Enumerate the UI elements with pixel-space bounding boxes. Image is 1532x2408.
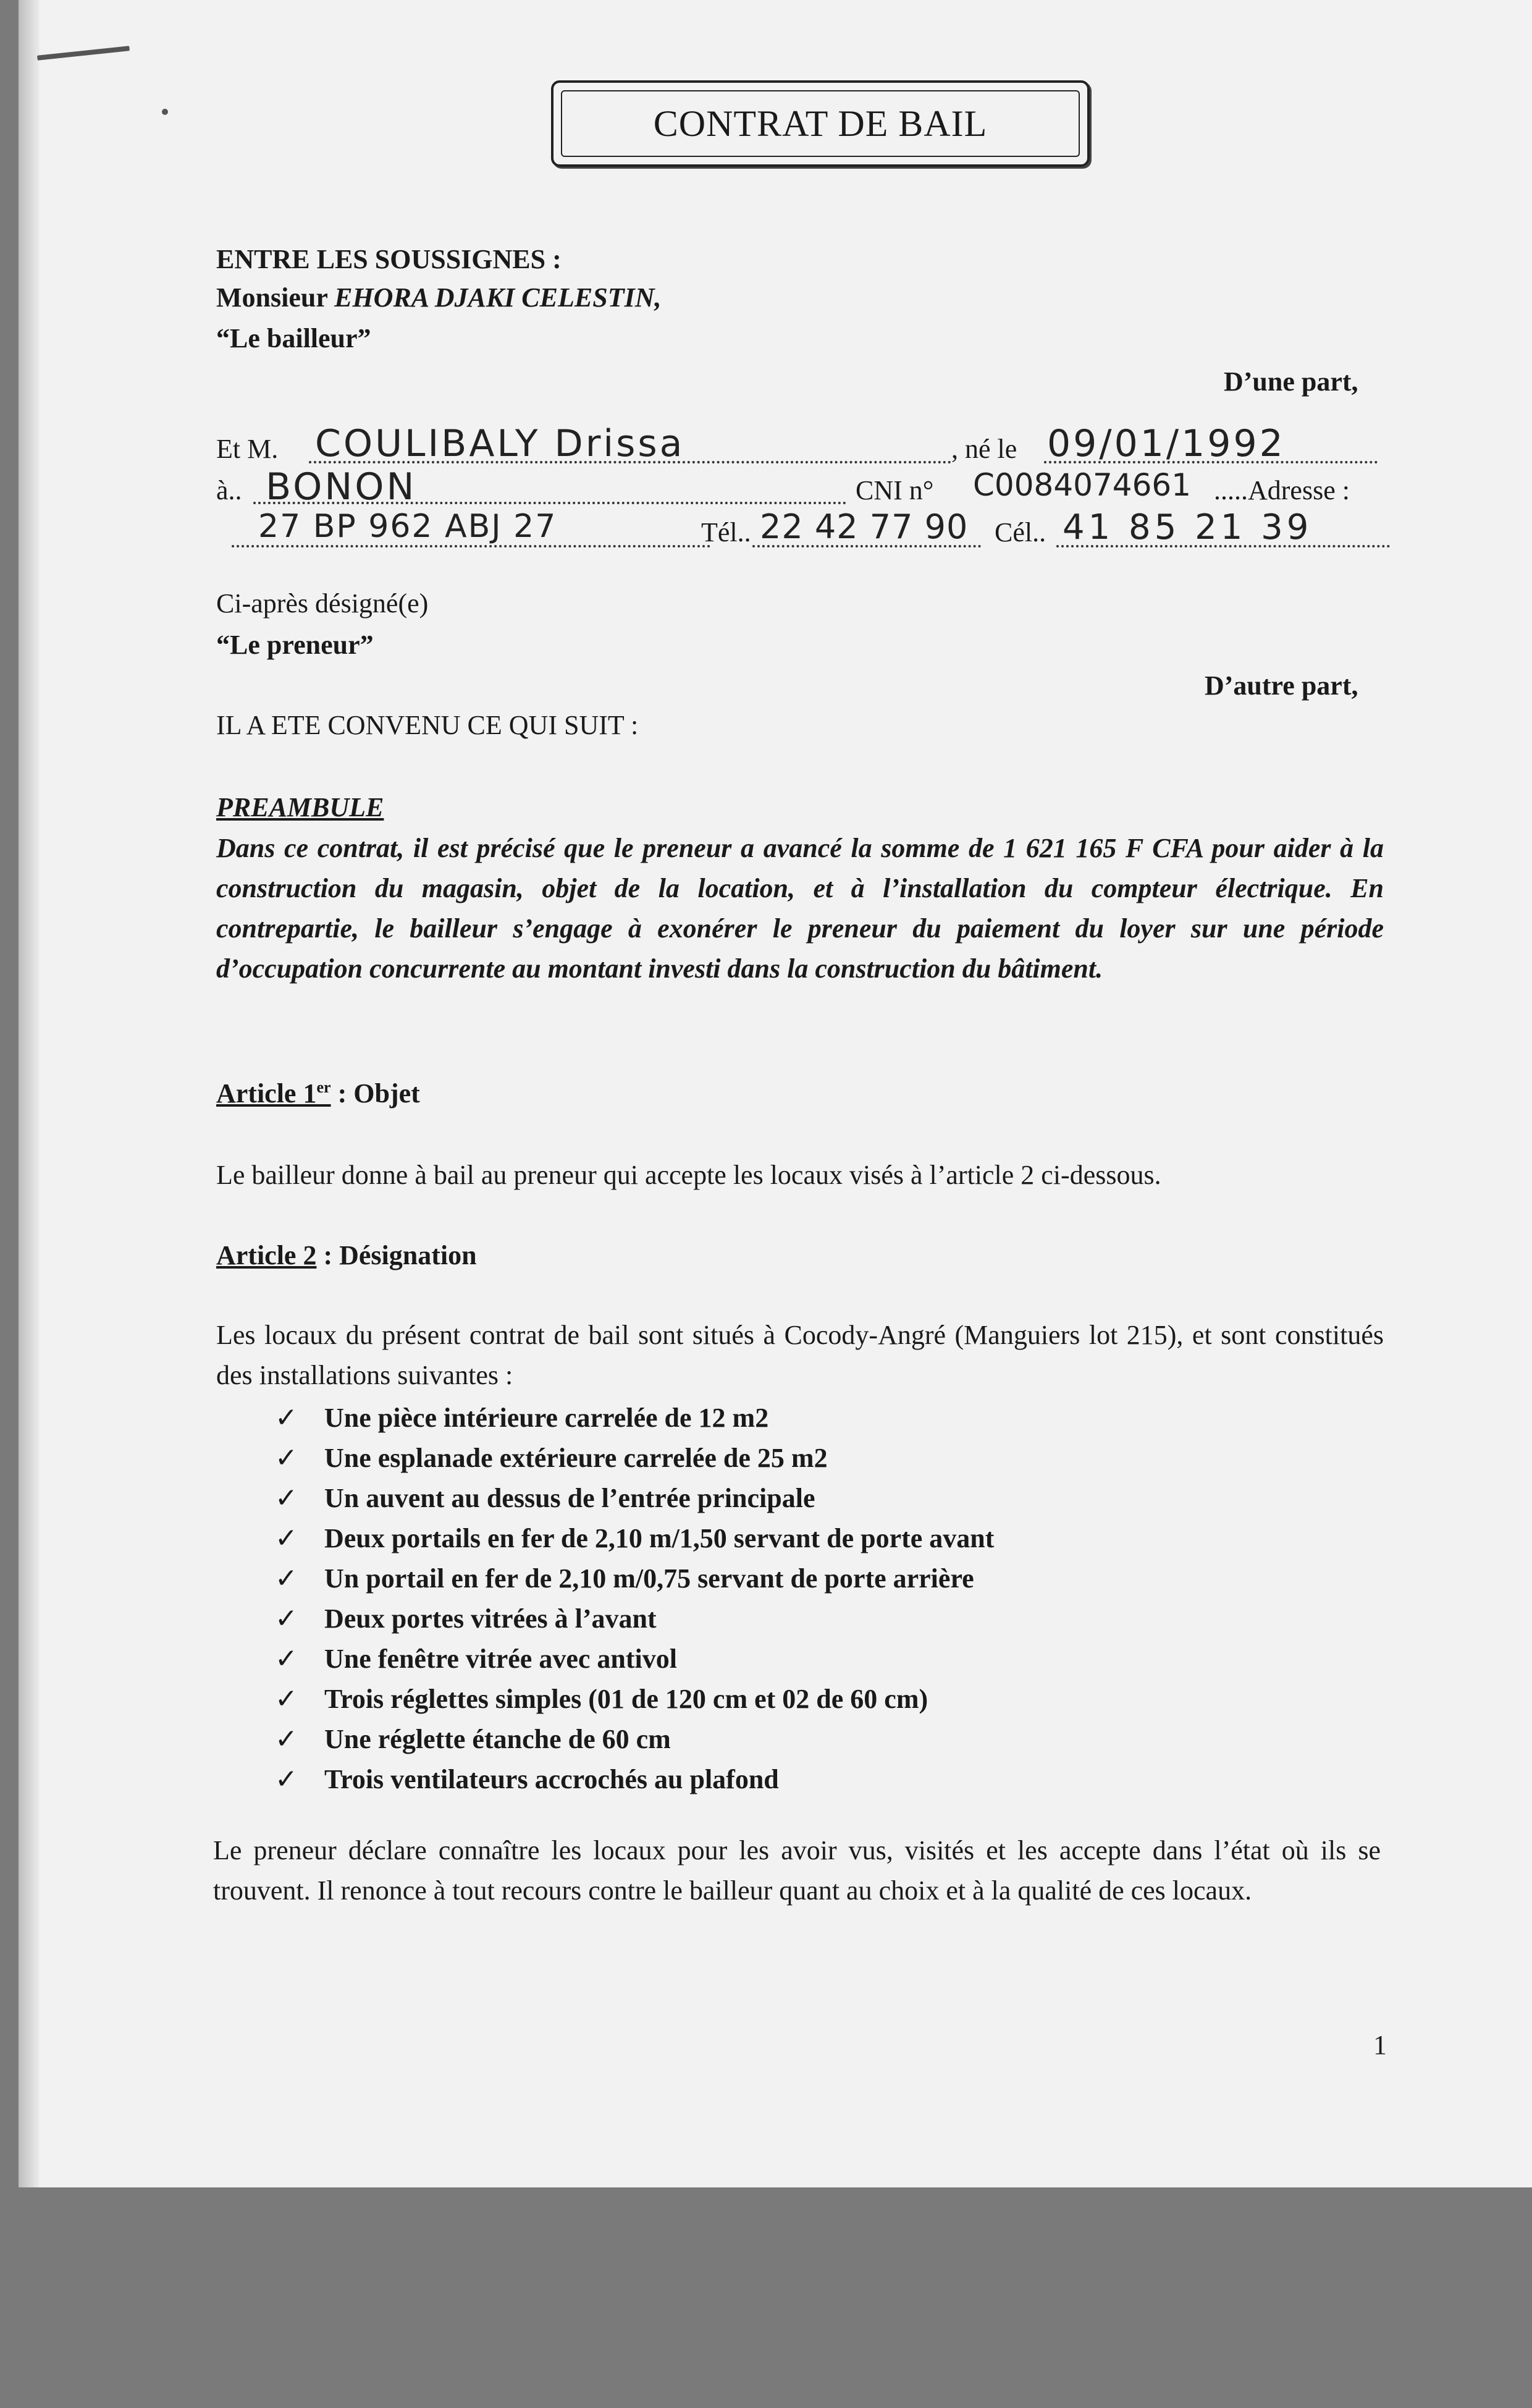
cni-label: CNI n°	[856, 475, 934, 505]
article2-title: : Désignation	[316, 1240, 477, 1270]
birth-place: BONON	[266, 465, 417, 509]
scan-edge	[19, 0, 40, 2187]
first-part: D’une part,	[1224, 366, 1358, 397]
list-item	[275, 1558, 994, 1599]
list-item	[275, 1478, 994, 1518]
article1-text: Le bailleur donne à bail au preneur qui accepte les locaux visés à l’article 2 ci-dessous.	[216, 1160, 1161, 1190]
agreed-text: IL A ETE CONVENU CE QUI SUIT :	[216, 710, 639, 740]
tenant-name: COULIBALY Drissa	[315, 422, 685, 465]
check-icon: ✓	[275, 1643, 298, 1675]
article2-label: Article 2	[216, 1240, 317, 1270]
list-item-text: Deux portes vitrées à l’avant	[324, 1603, 657, 1634]
list-item	[275, 1679, 994, 1719]
check-icon: ✓	[275, 1402, 298, 1434]
designated-text: Ci-après désigné(e)	[216, 588, 429, 619]
list-item	[275, 1398, 994, 1438]
list-item-text: Une réglette étanche de 60 cm	[324, 1724, 671, 1754]
list-item	[275, 1438, 994, 1478]
article1-title: : Objet	[330, 1078, 420, 1109]
tel-label: Tél..	[701, 517, 751, 547]
cni-number: C0084074661	[973, 467, 1192, 503]
check-icon: ✓	[275, 1603, 298, 1634]
list-item-text: Une esplanade extérieure carrelée de 25 m2	[324, 1443, 828, 1473]
scan-mark	[37, 46, 130, 61]
birth-date: 09/01/1992	[1047, 422, 1286, 465]
article2-closing: Le preneur déclare connaître les locaux pour les avoir vus, visités et les accepte dans l’état où ils se trouvent. Il renonce à tout recours contre le bailleur quant au choix et à la qualité de ces locaux.	[213, 1835, 1381, 1906]
lessor-line	[216, 284, 661, 311]
article2-heading	[216, 1242, 477, 1269]
list-item	[275, 1599, 994, 1639]
address: 27 BP 962 ABJ 27	[258, 508, 557, 545]
lessor-prefix: Monsieur	[216, 282, 335, 313]
scan-mark	[162, 109, 168, 115]
list-item-text: Une fenêtre vitrée avec antivol	[324, 1644, 677, 1674]
lessor-name: EHORA DJAKI CELESTIN,	[334, 282, 662, 313]
list-item-text: Trois réglettes simples (01 de 120 cm et 02 de 60 cm)	[324, 1684, 928, 1714]
article1-sup: er	[316, 1078, 331, 1096]
title-box	[551, 80, 1090, 167]
installations-list	[275, 1398, 994, 1799]
list-item	[275, 1759, 994, 1799]
list-item-text: Un auvent au dessus de l’entrée principale	[324, 1483, 815, 1513]
check-icon: ✓	[275, 1523, 298, 1554]
cel: 41 85 21 39	[1063, 507, 1313, 547]
list-item-text: Une pièce intérieure carrelée de 12 m2	[324, 1403, 769, 1433]
document-page	[19, 0, 1532, 2187]
article1-label: Article 1	[216, 1078, 317, 1109]
check-icon: ✓	[275, 1683, 298, 1715]
tenant-role: “Le preneur”	[216, 630, 374, 660]
article1-heading	[216, 1080, 420, 1107]
lessor-role: “Le bailleur”	[216, 323, 371, 353]
check-icon: ✓	[275, 1764, 298, 1795]
check-icon: ✓	[275, 1563, 298, 1594]
check-icon: ✓	[275, 1482, 298, 1514]
preamble-heading: PREAMBULE	[216, 792, 384, 822]
article1-heading-prefix	[216, 1078, 331, 1109]
list-item-text: Deux portails en fer de 2,10 m/1,50 servant de porte avant	[324, 1523, 995, 1553]
parties-heading: ENTRE LES SOUSSIGNES :	[216, 244, 562, 274]
tel: 22 42 77 90	[760, 507, 969, 546]
check-icon: ✓	[275, 1442, 298, 1474]
check-icon: ✓	[275, 1723, 298, 1755]
other-part: D’autre part,	[1205, 670, 1358, 701]
list-item-text: Un portail en fer de 2,10 m/0,75 servant de porte arrière	[324, 1563, 974, 1594]
tenant-prefix: Et M.	[216, 434, 279, 464]
article2-intro: Les locaux du présent contrat de bail sont situés à Cocody-Angré (Manguiers lot 215), et sont constitués des installations suivantes :	[216, 1320, 1384, 1390]
place-label: à..	[216, 475, 242, 505]
preamble-text: Dans ce contrat, il est précisé que le preneur a avancé la somme de 1 621 165 F CFA pour aider à la construction du magasin, objet de la location, et à l’installation du compteur électrique. En contrepartie, le bailleur s’engage à exonérer le preneur du paiement du loyer sur une période d’occupation concurrente au montant investi dans la construction du bâtiment.	[216, 833, 1384, 984]
address-label: .....Adresse :	[1214, 475, 1350, 505]
list-item	[275, 1518, 994, 1558]
list-item	[275, 1639, 994, 1679]
cel-label: Cél..	[995, 517, 1046, 547]
list-item-text: Trois ventilateurs accrochés au plafond	[324, 1764, 779, 1794]
born-label: , né le	[951, 434, 1017, 464]
list-item	[275, 1719, 994, 1759]
document-title: CONTRAT DE BAIL	[561, 90, 1080, 157]
page-number: 1	[1373, 2030, 1387, 2060]
